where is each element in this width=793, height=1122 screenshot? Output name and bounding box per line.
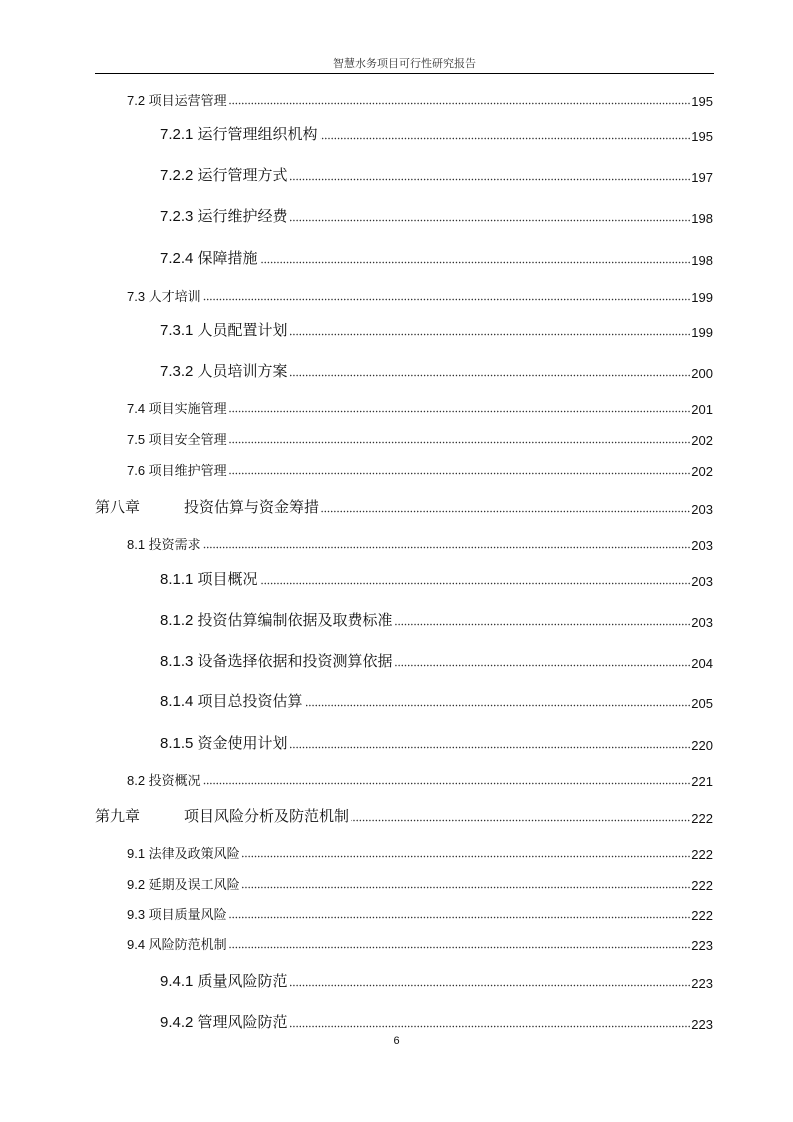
toc-entry-label: 7.2.2 运行管理方式 [160,167,288,184]
toc-entry[interactable] [160,609,713,630]
toc-page-number: 202 [691,464,713,479]
toc-entry-label: 8.1.1 项目概况 [160,571,258,588]
dot-leader [203,298,691,301]
header-rule [95,73,714,74]
toc-entry-label: 8.1 投资需求 [127,537,201,552]
toc-page-number: 223 [691,976,713,991]
toc-entry[interactable] [160,690,713,711]
toc-entry[interactable] [127,398,713,417]
dot-leader [320,137,691,140]
toc-entry-title [160,732,289,753]
toc-entry[interactable] [160,123,713,144]
toc-entry[interactable] [127,286,713,305]
toc-page-number: 222 [691,811,713,826]
toc-entry-label: 9.4.2 管理风险防范 [160,1014,288,1031]
toc-page-number: 198 [691,211,713,226]
dot-leader [290,178,691,181]
toc-page-number: 204 [691,656,713,671]
toc-entry-label: 7.3.2 人员培训方案 [160,363,288,380]
dot-leader [203,782,691,785]
toc-entry-title [95,496,320,517]
toc-entry[interactable] [160,970,713,991]
toc-entry-label: 项目风险分析及防范机制 [184,808,350,825]
toc-page-number: 203 [691,615,713,630]
toc-entry-title [127,770,202,789]
page-number: 6 [393,1035,400,1047]
toc-entry-title [160,247,259,268]
toc-entry[interactable] [160,650,713,671]
toc-entry-title [160,319,289,340]
toc-entry-title [95,805,350,826]
toc-page-number: 220 [691,738,713,753]
toc-page-number: 203 [691,574,713,589]
toc-entry-label: 9.4.1 质量风险防范 [160,973,288,990]
toc-entry[interactable] [127,460,713,479]
dot-leader [229,946,691,949]
toc-entry-label: 7.3 人才培训 [127,289,201,304]
toc-entry-label: 8.1.5 资金使用计划 [160,735,288,752]
dot-leader [305,704,691,707]
toc-entry-label: 9.2 延期及误工风险 [127,877,240,892]
toc-page-number: 222 [691,878,713,893]
dot-leader [395,664,691,667]
toc-entry-label: 7.2.4 保障措施 [160,250,258,267]
dot-leader [229,410,691,413]
dot-leader [229,916,691,919]
toc-entry-title [160,360,289,381]
toc-page-number: 203 [691,538,713,553]
toc-entry[interactable] [127,770,713,789]
toc-entry[interactable] [160,568,713,589]
toc-entry-label: 7.2.1 运行管理组织机构 [160,126,318,143]
toc-entry-title [127,429,228,448]
toc-entry-title [127,90,228,109]
toc-entry-title [127,460,228,479]
toc-entry-title [127,286,202,305]
toc-page-number: 223 [691,938,713,953]
toc-entry-label: 8.2 投资概况 [127,773,201,788]
toc-entry[interactable] [127,934,713,953]
toc-entry[interactable] [127,534,713,553]
toc-entry[interactable] [127,904,713,923]
toc-entry-label: 7.6 项目维护管理 [127,463,227,478]
toc-entry[interactable] [127,843,713,862]
dot-leader [290,374,691,377]
toc-page-number: 199 [691,290,713,305]
toc-chapter-entry[interactable] [95,805,713,826]
toc-page-number: 195 [691,129,713,144]
dot-leader [260,261,691,264]
dot-leader [290,746,691,749]
toc-entry-title [127,534,202,553]
toc-entry-title [127,904,228,923]
toc-page-number: 201 [691,402,713,417]
toc-entry-label: 8.1.4 项目总投资估算 [160,693,303,710]
toc-chapter-entry[interactable] [95,496,713,517]
dot-leader [242,855,691,858]
dot-leader [290,219,691,222]
toc-entry-label: 9.1 法律及政策风险 [127,846,240,861]
toc-entry[interactable] [160,247,713,268]
toc-entry-title [160,164,289,185]
toc-entry[interactable] [160,360,713,381]
toc-entry-label: 9.4 风险防范机制 [127,937,227,952]
toc-page-number: 222 [691,908,713,923]
dot-leader [321,510,690,513]
toc-entry-title [127,934,228,953]
toc-page-number: 195 [691,94,713,109]
toc-entry-label: 7.4 项目实施管理 [127,401,227,416]
toc-page-number: 200 [691,366,713,381]
chapter-number: 第八章 [95,499,141,516]
dot-leader [229,441,691,444]
dot-leader [351,819,690,822]
toc-entry-title [160,690,304,711]
toc-entry-title [160,609,394,630]
dot-leader [290,984,691,987]
toc-page-number: 198 [691,253,713,268]
toc-entry[interactable] [127,90,713,109]
toc-entry-title [160,123,319,144]
dot-leader [203,546,691,549]
toc-entry-label: 7.5 项目安全管理 [127,432,227,447]
toc-entry-label: 9.3 项目质量风险 [127,907,227,922]
toc-page-number: 199 [691,325,713,340]
toc-page-number: 205 [691,696,713,711]
toc-entry-title [127,398,228,417]
toc-entry[interactable] [160,205,713,226]
toc-page-number: 221 [691,774,713,789]
toc-page-number: 223 [691,1017,713,1032]
toc-entry[interactable] [160,164,713,185]
toc-entry[interactable] [160,732,713,753]
toc-page-number: 202 [691,433,713,448]
toc-entry[interactable] [160,319,713,340]
toc-entry-label: 投资估算与资金筹措 [184,499,320,516]
dot-leader [229,472,691,475]
toc-entry-title [160,205,289,226]
toc-page-number: 222 [691,847,713,862]
toc-page-number: 197 [691,170,713,185]
dot-leader [290,333,691,336]
toc-entry[interactable] [127,874,713,893]
toc-page-number: 203 [691,502,713,517]
toc-entry-title [160,970,289,991]
toc-entry[interactable] [160,1011,713,1032]
toc-entry-title [127,843,241,862]
toc-entry-label: 7.2 项目运营管理 [127,93,227,108]
toc-entry-label: 8.1.2 投资估算编制依据及取费标准 [160,612,393,629]
running-header: 智慧水务项目可行性研究报告 [333,57,476,70]
dot-leader [242,886,691,889]
toc-entry-title [160,568,259,589]
toc-entry[interactable] [127,429,713,448]
dot-leader [229,102,691,105]
toc-entry-label: 8.1.3 设备选择依据和投资测算依据 [160,653,393,670]
dot-leader [290,1025,691,1028]
toc-entry-title [127,874,241,893]
toc-entry-title [160,650,394,671]
toc-entry-label: 7.2.3 运行维护经费 [160,208,288,225]
toc-entry-label: 7.3.1 人员配置计划 [160,322,288,339]
dot-leader [260,582,691,585]
chapter-number: 第九章 [95,808,141,825]
dot-leader [395,623,691,626]
toc-entry-title [160,1011,289,1032]
